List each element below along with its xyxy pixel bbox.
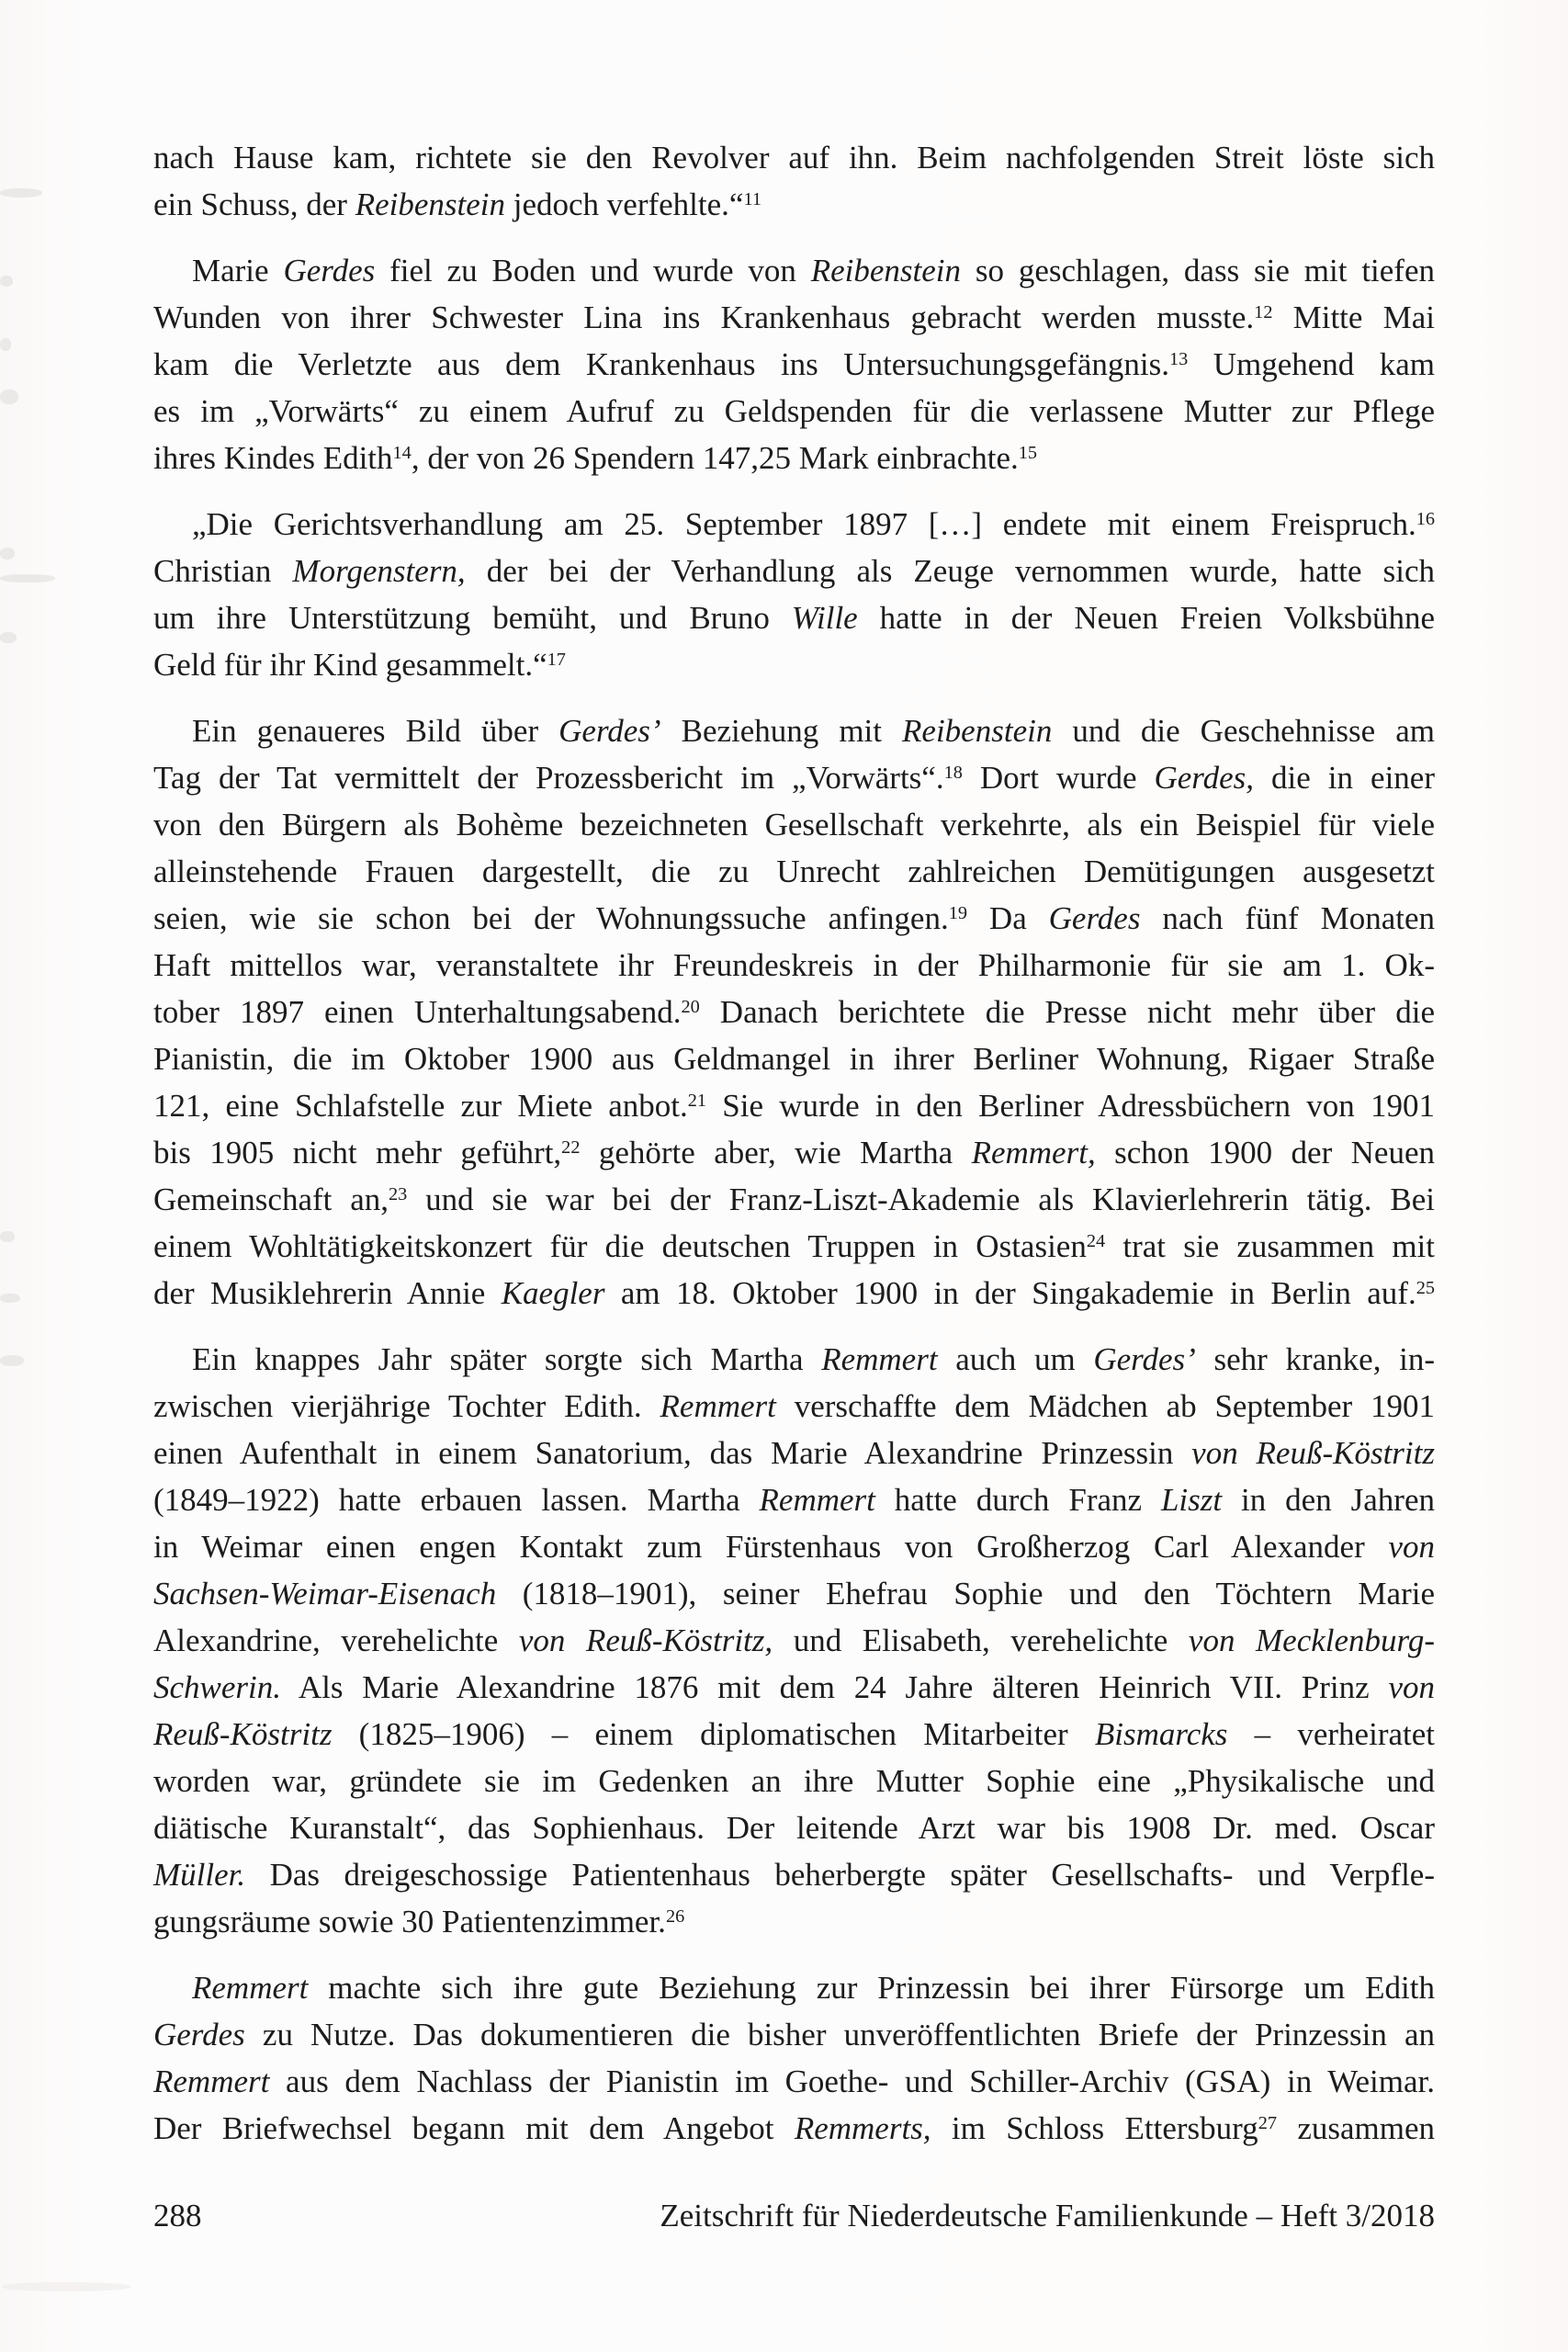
paragraph [153, 247, 1435, 481]
text-line: Remmert machte sich ihre gute Beziehung zur Prinzessin bei ihrer Fürsorge um Edith [192, 1970, 1435, 2006]
text-line: Christian Morgenstern, der bei der Verhandlung als Zeuge vernommen wurde, hatte sich [153, 553, 1436, 589]
text-line: Ein genaueres Bild über Gerdes’ Beziehung mit Reibenstein und die Geschehnisse am [192, 713, 1435, 749]
text-line: tober 1897 einen Unterhaltungsabend.$^{20}$ Danach berichtete die Presse nicht mehr über die [153, 994, 1435, 1030]
text-line: zwischen vierjährige Tochter Edith. Remmert verschaffte dem Mädchen ab September 1901 [153, 1388, 1435, 1424]
text-line: Der Briefwechsel begann mit dem Angebot Remmerts, im Schloss Ettersburg$^{27}$ zusammen [153, 2110, 1435, 2146]
text-line: seien, wie sie schon bei der Wohnungssuche anfingen.$^{19}$ Da Gerdes nach fünf Monaten [153, 900, 1436, 936]
text-line: nach Hause kam, richtete sie den Revolver auf ihn. Beim nachfolgenden Streit löste sich [153, 140, 1435, 175]
paragraph [153, 1964, 1435, 2152]
text-line: gungsräume sowie 30 Patientenzimmer.$^{26}$ [153, 1904, 685, 1939]
paragraph [153, 707, 1435, 1317]
text-line: ein Schuss, der Reibenstein jedoch verfehlte.“$^{11}$ [153, 187, 761, 222]
text-line: von den Bürgern als Bohème bezeichneten Gesellschaft verkehrte, als ein Beispiel für viele [153, 807, 1435, 842]
text-line: diätische Kuranstalt“, das Sophienhaus. Der leitende Arzt war bis 1908 Dr. med. Oscar [153, 1810, 1435, 1846]
scan-smudge [0, 276, 13, 287]
text-line: Haft mittellos war, veranstaltete ihr Freundeskreis in der Philharmonie für sie am 1. Ok- [153, 947, 1435, 983]
text-line: Müller. Das dreigeschossige Patientenhaus beherbergte später Gesellschafts- und Verpfle- [153, 1857, 1435, 1893]
text-line: Marie Gerdes fiel zu Boden und wurde von Reibenstein so geschlagen, dass sie mit tiefen [192, 253, 1435, 288]
scan-smudge [0, 1355, 24, 1366]
page-number: 288 [153, 2198, 202, 2233]
text-line: es im „Vorwärts“ zu einem Aufruf zu Geldspenden für die verlassene Mutter zur Pflege [153, 393, 1435, 429]
text-line: worden war, gründete sie im Gedenken an ihre Mutter Sophie eine „Physikalische und [153, 1763, 1435, 1799]
text-line: einem Wohltätigkeitskonzert für die deutschen Truppen in Ostasien$^{24}$ trat sie zusammen mit [153, 1228, 1435, 1264]
text-line: der Musiklehrerin Annie Kaegler am 18. Oktober 1900 in der Singakademie in Berlin auf.$^{25}$ [153, 1275, 1435, 1311]
text-line: „Die Gerichtsverhandlung am 25. September 1897 […] endete mit einem Freispruch.$^{16}$ [192, 506, 1435, 542]
paragraph [153, 134, 1435, 228]
text-line: Tag der Tat vermittelt der Prozessbericht im „Vorwärts“.$^{18}$ Dort wurde Gerdes, die in einer [153, 760, 1435, 796]
text-line: Pianistin, die im Oktober 1900 aus Geldmangel in ihrer Berliner Wohnung, Rigaer Straße [153, 1041, 1435, 1077]
text-line: Wunden von ihrer Schwester Lina ins Krankenhaus gebracht werden musste.$^{12}$ Mitte Mai [153, 300, 1435, 335]
text-line: Gemeinschaft an,$^{23}$ und sie war bei der Franz-Liszt-Akademie als Klavierlehrerin tätig. Bei [153, 1182, 1435, 1217]
scan-smudge [0, 1231, 15, 1242]
text-line: Geld für ihr Kind gesammelt.“$^{17}$ [153, 647, 566, 683]
text-line: alleinstehende Frauen dargestellt, die zu Unrecht zahlreichen Demütigungen ausgesetzt [153, 854, 1435, 889]
page-footer [153, 2196, 1435, 2236]
text-line: um ihre Unterstützung bemüht, und Bruno Wille hatte in der Neuen Freien Volksbühne [153, 600, 1435, 636]
text-line: Sachsen-Weimar-Eisenach (1818–1901), seiner Ehefrau Sophie und den Töchtern Marie [153, 1576, 1435, 1611]
text-line: 121, eine Schlafstelle zur Miete anbot.$^{21}$ Sie wurde in den Berliner Adressbüchern von 1901 [153, 1088, 1435, 1124]
scan-smudge [0, 1294, 20, 1303]
scan-smudge [0, 632, 17, 643]
paragraph [153, 1336, 1435, 1945]
text-line: einen Aufenthalt in einem Sanatorium, das Marie Alexandrine Prinzessin von Reuß-Köstritz [153, 1435, 1436, 1471]
text-line: ihres Kindes Edith$^{14}$, der von 26 Spendern 147,25 Mark einbrachte.$^{15}$ [153, 440, 1038, 476]
journal-title: Zeitschrift für Niederdeutsche Familienkunde – Heft 3/2018 [660, 2198, 1435, 2233]
text-line: Reuß-Köstritz (1825–1906) – einem diplomatischen Mitarbeiter Bismarcks – verheiratet [153, 1716, 1435, 1752]
scan-smudge [2, 2282, 130, 2291]
text-line: Schwerin. Als Marie Alexandrine 1876 mit dem 24 Jahre älteren Heinrich VII. Prinz von [153, 1669, 1435, 1705]
text-line: in Weimar einen engen Kontakt zum Fürstenhaus von Großherzog Carl Alexander von [153, 1529, 1435, 1565]
scan-smudge [0, 574, 55, 582]
scan-smudge [0, 338, 11, 351]
scan-smudge [0, 390, 18, 404]
text-line: Alexandrine, verehelichte von Reuß-Köstritz, und Elisabeth, verehelichte von Mecklenburg- [153, 1623, 1435, 1658]
text-line: (1849–1922) hatte erbauen lassen. Martha Remmert hatte durch Franz Liszt in den Jahren [153, 1482, 1435, 1518]
text-line: kam die Verletzte aus dem Krankenhaus ins Untersuchungsgefängnis.$^{13}$ Umgehend kam [153, 346, 1435, 382]
text-line: Ein knappes Jahr später sorgte sich Martha Remmert auch um Gerdes’ sehr kranke, in- [192, 1341, 1435, 1377]
article-body [153, 134, 1435, 2152]
text-line: Remmert aus dem Nachlass der Pianistin im Goethe- und Schiller-Archiv (GSA) in Weimar. [153, 2064, 1435, 2099]
scan-smudge [0, 188, 42, 198]
scan-smudge [0, 548, 15, 560]
text-line: Gerdes zu Nutze. Das dokumentieren die bisher unveröffentlichten Briefe der Prinzessin an [153, 2017, 1435, 2052]
text-line: bis 1905 nicht mehr geführt,$^{22}$ gehörte aber, wie Martha Remmert, schon 1900 der Neuen [153, 1135, 1435, 1170]
paragraph [153, 501, 1435, 688]
